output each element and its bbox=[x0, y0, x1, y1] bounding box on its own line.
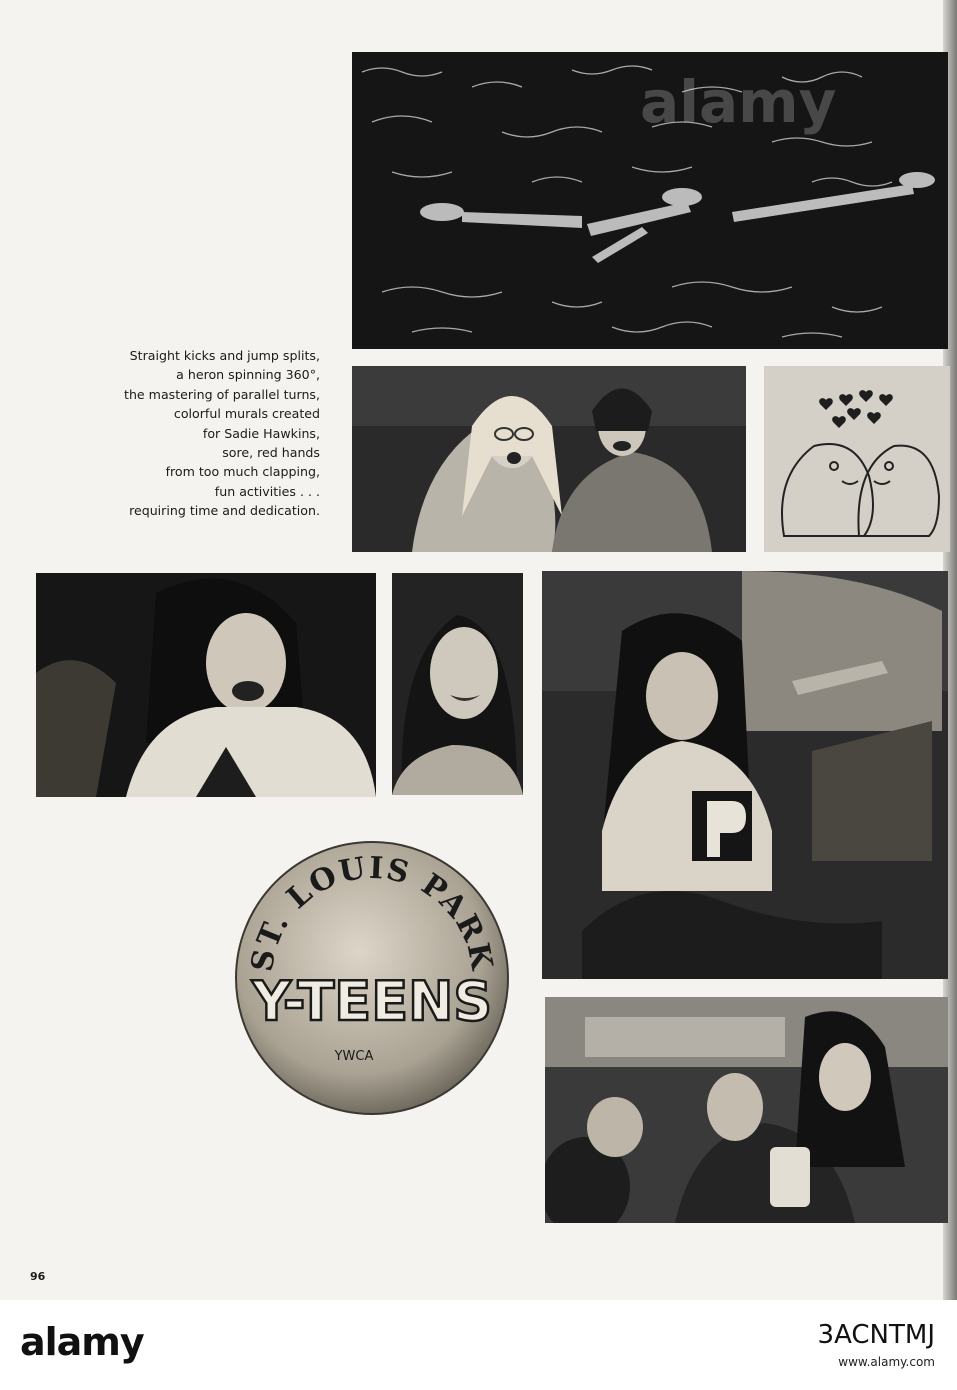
stock-logo: alamy bbox=[20, 1320, 144, 1364]
caption-line: sore, red hands bbox=[222, 445, 320, 461]
caption-line: for Sadie Hawkins, bbox=[202, 425, 320, 441]
smiling-girl-photo bbox=[392, 573, 523, 795]
caption-line: requiring time and dedication. bbox=[129, 503, 320, 519]
synchronized-swimmers-photo bbox=[352, 52, 948, 349]
page-number: 96 bbox=[30, 1270, 46, 1283]
badge-main-text: Y-TEENS bbox=[251, 970, 493, 1033]
badge-arc-text: ST. LOUIS PARK bbox=[244, 850, 500, 975]
caption-line: the mastering of parallel turns, bbox=[124, 386, 320, 402]
stock-image-id: 3ACNTMJ bbox=[817, 1320, 935, 1350]
sadie-hawkins-pig-mural-photo bbox=[764, 366, 950, 552]
page-caption bbox=[70, 346, 320, 521]
caption-line: a heron spinning 360°, bbox=[176, 367, 320, 383]
laughing-girl-photo bbox=[36, 573, 376, 797]
badge-small-text: YWCA bbox=[334, 1049, 374, 1064]
cafeteria-photo bbox=[545, 997, 948, 1223]
stock-watermark: alamy bbox=[640, 68, 837, 136]
cheerleader-photo bbox=[542, 571, 948, 979]
caption-line: Straight kicks and jump splits, bbox=[129, 348, 320, 363]
caption-line: from too much clapping, bbox=[165, 464, 320, 480]
caption-line: fun activities . . . bbox=[214, 483, 320, 499]
stock-url[interactable]: www.alamy.com bbox=[838, 1355, 935, 1369]
caption-line: colorful murals created bbox=[173, 406, 320, 422]
laughing-couple-photo bbox=[352, 366, 746, 552]
y-teens-button-badge bbox=[232, 838, 512, 1118]
